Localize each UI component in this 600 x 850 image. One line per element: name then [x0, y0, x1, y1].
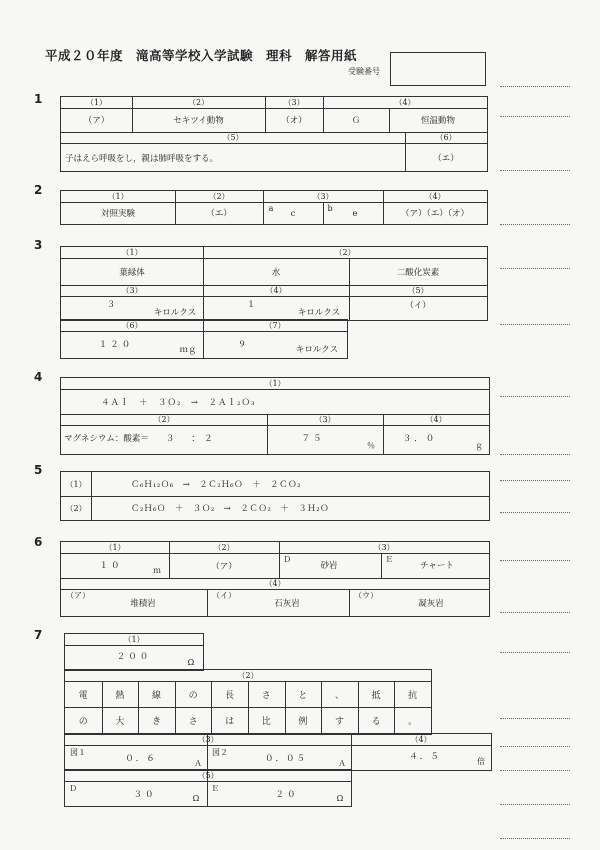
question-number: 3	[34, 238, 43, 252]
exam-number-box[interactable]	[390, 52, 486, 86]
q7-grid-char: 、	[334, 690, 344, 701]
q2-h2: （2）	[208, 192, 230, 201]
q1-h2: （2）	[187, 98, 210, 107]
exam-number-label: 受験番号	[348, 67, 380, 76]
q7-label-e: Ｅ	[211, 783, 219, 793]
q6-label-4a: （ア）	[66, 590, 90, 600]
q6-answer-2: （ア）	[211, 561, 237, 572]
q7-answer-3-fig1: ０．６	[125, 754, 157, 764]
question-number: 5	[34, 463, 43, 477]
q7-label-fig1: 図１	[70, 747, 86, 757]
q7-grid-char: さ	[261, 690, 271, 701]
q3-answer-2b: 二酸化炭素	[396, 267, 440, 278]
q4-h1: （1）	[264, 379, 286, 388]
score-line	[500, 268, 570, 269]
q4-h4: （4）	[425, 415, 447, 424]
q2-answer-1: 対照実験	[100, 209, 135, 219]
score-line	[500, 224, 570, 225]
q3-answer-6: １２０	[98, 340, 134, 350]
q3-h3: （3）	[121, 286, 143, 295]
q3-answer-3: ３	[106, 300, 116, 310]
q6-answer-4a: 堆積岩	[130, 599, 156, 609]
q1-h5: （5）	[222, 133, 244, 142]
q3-answer-7: ９	[237, 340, 247, 350]
q3-h6: （6）	[121, 321, 143, 330]
q3-answer-table	[60, 246, 488, 321]
q7-answer-1: ２００	[116, 652, 152, 662]
q1-h3: （3）	[283, 98, 305, 107]
q5-answer-2: Ｃ₂Ｈ₆Ｏ ＋ ３Ｏ₂ → ２ＣＯ₂ ＋ ３Ｈ₂Ｏ	[131, 504, 330, 514]
q1-answer-3: （オ）	[281, 116, 307, 126]
q7-grid-char: は	[225, 716, 235, 727]
q6-label-d: Ｄ	[283, 554, 291, 564]
q1-h6: （6）	[435, 133, 457, 142]
q7-unit-5e: Ω	[336, 793, 344, 803]
q7-unit-3-fig2: Ａ	[338, 758, 346, 768]
q7-grid-char: 線	[151, 690, 161, 701]
q1-answer-5: 子はえら呼吸をし，親は肺呼吸をする。	[65, 153, 219, 164]
q3-unit-6: ｍｇ	[179, 345, 197, 355]
q7-label-d: Ｄ	[69, 783, 77, 793]
score-line	[500, 746, 570, 747]
q3-unit-7: キロルクス	[295, 345, 339, 355]
q7-grid-char: る	[371, 716, 381, 727]
q2-answer-table	[60, 190, 488, 225]
q7-grid-char: 例	[298, 716, 308, 727]
q1-h1: （1）	[85, 98, 108, 107]
score-line	[500, 770, 570, 771]
q4-answer-1: ４Ａｌ ＋ ３Ｏ₂ → ２Ａｌ₂Ｏ₃	[101, 397, 256, 408]
q7-h4: （4）	[410, 735, 432, 744]
q6-h1: （1）	[104, 543, 126, 552]
q7-grid-char: す	[334, 716, 344, 727]
q7-answer-table-1	[64, 633, 204, 671]
q2-answer-3a: c	[290, 209, 296, 219]
q2-h3: （3）	[312, 192, 334, 201]
q7-label-fig2: 図２	[212, 747, 228, 757]
q7-answer-table-3	[64, 733, 492, 771]
score-line	[500, 86, 570, 87]
q7-answer-3-fig2: ０．０５	[264, 754, 307, 764]
q7-grid-char: 長	[225, 690, 235, 701]
score-line	[500, 454, 570, 455]
q7-answer-4: ４．５	[409, 752, 441, 762]
q2-label-b: b	[327, 203, 333, 213]
q6-label-e: Ｅ	[385, 554, 393, 564]
q7-unit-5d: Ω	[192, 793, 200, 803]
q6-answer-table	[60, 541, 490, 617]
q7-grid-char: 。	[408, 716, 418, 727]
q2-h4: （4）	[424, 192, 446, 201]
q1-answer-6: （エ）	[433, 153, 459, 164]
q7-grid-char: 抵	[371, 690, 381, 701]
q7-answer-5e: ２０	[275, 790, 299, 800]
q3-answer-1: 葉緑体	[119, 267, 145, 278]
q6-answer-4c: 凝灰岩	[418, 599, 444, 609]
q5-label-1: （1）	[65, 479, 87, 489]
score-line	[500, 170, 570, 171]
question-number: 1	[34, 92, 43, 106]
q6-h2: （2）	[213, 543, 235, 552]
q7-grid-char: の	[188, 690, 198, 701]
q3-unit-4: キロルクス	[297, 308, 341, 318]
score-line	[500, 718, 570, 719]
q7-h2: （2）	[237, 671, 259, 680]
q7-grid-char: 電	[78, 690, 88, 701]
q6-answer-4b: 石灰岩	[274, 599, 300, 609]
q3-h4: （4）	[265, 286, 287, 295]
q6-answer-3d: 砂岩	[320, 561, 338, 571]
q7-grid-char: き	[151, 716, 161, 727]
q4-answer-table	[60, 377, 490, 455]
q3-h5: （5）	[407, 286, 429, 295]
q1-answer-2: セキツイ動物	[173, 116, 224, 126]
q7-grid-char: と	[298, 690, 308, 701]
q1-answer-4a: Ｇ	[351, 116, 361, 126]
q7-unit-3-fig1: Ａ	[194, 758, 202, 768]
q1-h4: （4）	[394, 98, 416, 107]
score-line	[500, 512, 570, 513]
question-number: 6	[34, 535, 43, 549]
q3-answer-table-lower	[60, 319, 348, 359]
q6-label-4b: （イ）	[212, 590, 236, 600]
score-line	[500, 804, 570, 805]
q5-label-2: （2）	[65, 503, 87, 513]
score-line	[500, 116, 570, 117]
q3-answer-5: （イ）	[405, 301, 431, 311]
q6-unit-1: ｍ	[153, 565, 161, 575]
q2-label-a: a	[268, 203, 274, 213]
q2-answer-3b: e	[352, 209, 358, 219]
q7-answer-5d: ３０	[133, 790, 157, 800]
question-number: 4	[34, 370, 43, 384]
q3-h2: （2）	[334, 248, 356, 257]
score-line	[500, 652, 570, 653]
q3-h7: （7）	[264, 321, 286, 330]
q3-answer-2a: 水	[271, 267, 281, 278]
q2-answer-4: （ア）（エ）（オ）	[400, 209, 469, 219]
q7-grid-char: さ	[188, 716, 198, 727]
q1-answer-1: （ア）	[83, 116, 110, 126]
q3-h1: （1）	[121, 248, 143, 257]
q5-answer-1: Ｃ₆Ｈ₁₂Ｏ₆ → ２Ｃ₂Ｈ₆Ｏ ＋ ２ＣＯ₂	[131, 480, 301, 490]
q4-h2: （2）	[153, 415, 175, 424]
q7-grid-char: 抗	[408, 690, 418, 701]
score-line	[500, 480, 570, 481]
q6-label-4c: （ウ）	[354, 590, 378, 600]
q7-h3: （3）	[197, 735, 219, 744]
score-line	[500, 396, 570, 397]
q1-answer-table	[60, 96, 488, 172]
q4-unit-3: ％	[367, 440, 375, 450]
q6-answer-3e: チャート	[420, 561, 454, 571]
q7-unit-1: Ω	[187, 657, 195, 667]
q6-h3: （3）	[373, 543, 395, 552]
question-number: 2	[34, 183, 43, 197]
q2-answer-2: （エ）	[206, 209, 232, 219]
score-line	[500, 324, 570, 325]
q7-answer-grid	[64, 669, 432, 735]
q5-answer-table	[60, 471, 490, 521]
q1-answer-4b: 恒温動物	[420, 116, 455, 126]
q7-answer-table-5	[64, 769, 352, 807]
q3-unit-3: キロルクス	[153, 308, 197, 318]
q7-h1: （1）	[123, 635, 145, 644]
question-number: 7	[34, 628, 43, 642]
q7-grid-char: 熱	[115, 690, 125, 701]
q4-answer-2: マグネシウム：酸素＝ ３ ： ２	[64, 434, 213, 444]
q7-grid-char: 大	[115, 716, 125, 727]
q7-grid-char: の	[78, 716, 88, 727]
q4-answer-3: ７５	[301, 434, 325, 444]
q6-answer-1: １０	[99, 561, 123, 571]
q7-grid-char: 比	[261, 716, 271, 727]
q6-h4: （4）	[264, 579, 286, 588]
q7-h5: （5）	[197, 771, 219, 780]
score-line	[500, 612, 570, 613]
q4-h3: （3）	[314, 415, 336, 424]
q4-answer-4: ３．０	[402, 434, 438, 444]
q4-unit-4: ｇ	[475, 440, 483, 450]
score-line	[500, 838, 570, 839]
q3-answer-4: １	[246, 300, 256, 310]
score-line	[500, 560, 570, 561]
sheet-title: 平成２０年度 滝高等学校入学試験 理科 解答用紙	[45, 48, 358, 63]
q7-unit-4: 倍	[477, 756, 485, 766]
q2-h1: （1）	[107, 192, 129, 201]
